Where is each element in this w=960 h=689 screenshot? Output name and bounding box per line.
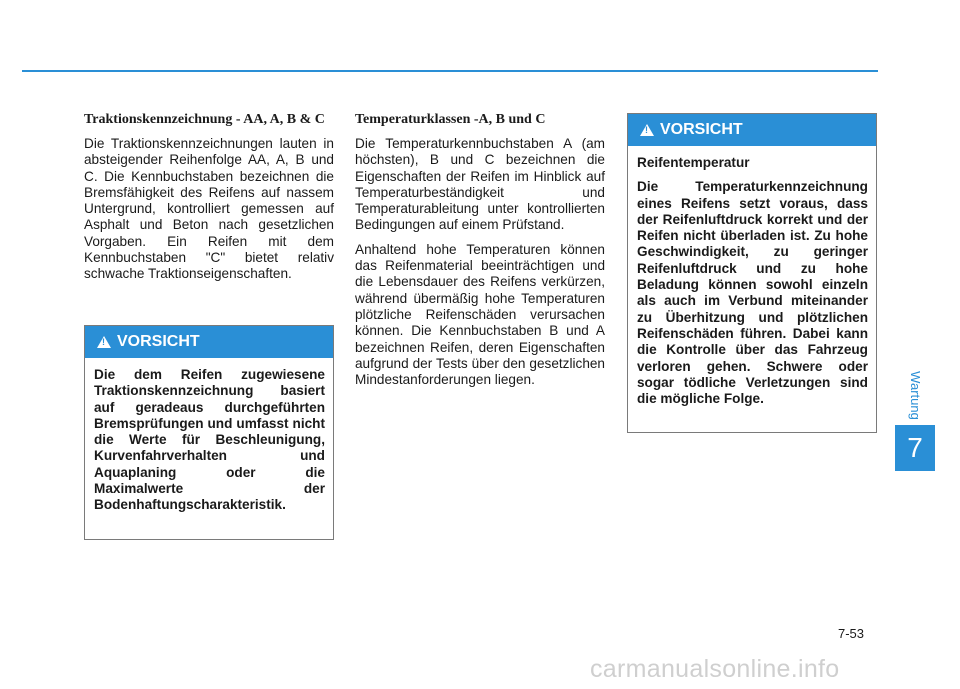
traction-heading: Traktionskennzeichnung - AA, A, B & C: [84, 112, 325, 127]
column-traction: [84, 112, 334, 291]
caution-text: Die Temperaturkennzeichnung eines Reifens setzt voraus, dass der Reifenluftdruck korrekt und der Reifen nicht überladen ist. Zu hohe Geschwindigkeit, zu geringer Reifenluftdruck und zu hohe Beladung können sowohl einzeln als auch im Verbund miteinander zu Überhitzung und plötzlichen Reifenschäden führen. Dabei kann die Kontrolle über das Fahrzeug verloren gehen. Schwere oder sogar tödliche Verletzungen sind die mögliche Folge.: [637, 179, 868, 407]
caution-text: Die dem Reifen zugewiesene Traktionskennzeichnung basiert auf geradeaus durchgeführten Bremsprüfungen und umfasst nicht die Werte für Beschleunigung, Kurvenfahrverhalten und Aquaplaning oder die Maximalwerte der Bodenhaftungscharakteristik.: [94, 367, 325, 513]
caution-header: [85, 326, 333, 358]
warning-triangle-icon: [640, 124, 654, 136]
temperature-paragraph-1: Die Temperaturkennbuchstaben A (am höchsten), B und C bezeichnen die Eigenschaften der Reifen im Hinblick auf Temperaturbeständigkeit und Temperaturableitung unter kontrollierten Bedingungen auf einem Prüfstand.: [355, 136, 605, 233]
caution-title: VORSICHT: [117, 333, 200, 350]
traction-paragraph: Die Traktionskennzeichnungen lauten in absteigender Reihenfolge AA, A, B und C. Die Kennbuchstaben bezeichnen die Bremsfähigkeit des Reifens auf nassem Untergrund, kontrolliert gemessen auf Asphalt und Beton nach gesetzlichen Vorgaben. Ein Reifen mit dem Kennbuchstaben "C" bietet relativ schwache Traktionseigenschaften.: [84, 136, 334, 282]
watermark: carmanualsonline.info: [590, 655, 840, 683]
temperature-heading: Temperaturklassen -A, B und C: [355, 112, 546, 127]
section-label: Wartung: [907, 370, 923, 420]
caution-box-temperature: [627, 113, 877, 433]
caution-title: VORSICHT: [660, 121, 743, 138]
temperature-paragraph-2: Anhaltend hohe Temperaturen können das Reifenmaterial beeinträchtigen und die Lebensdauer des Reifens verkürzen, während übermäßig hohe Temperaturen plötzliche Reifenschäden verursachen können. Die Kennbuchstaben B und A bezeichnen Reifen, deren Eigenschaften aufgrund der Tests über den gesetzlichen Mindestanforderungen liegen.: [355, 241, 605, 388]
caution-subtitle: Reifentemperatur: [637, 155, 750, 170]
chapter-tab[interactable]: 7: [895, 425, 935, 471]
column-temperature: [355, 112, 605, 396]
caution-box-traction: [84, 325, 334, 540]
caution-header: [628, 114, 876, 146]
warning-triangle-icon: [97, 336, 111, 348]
header-rule: [22, 70, 878, 72]
page-number: 7-53: [838, 626, 865, 641]
